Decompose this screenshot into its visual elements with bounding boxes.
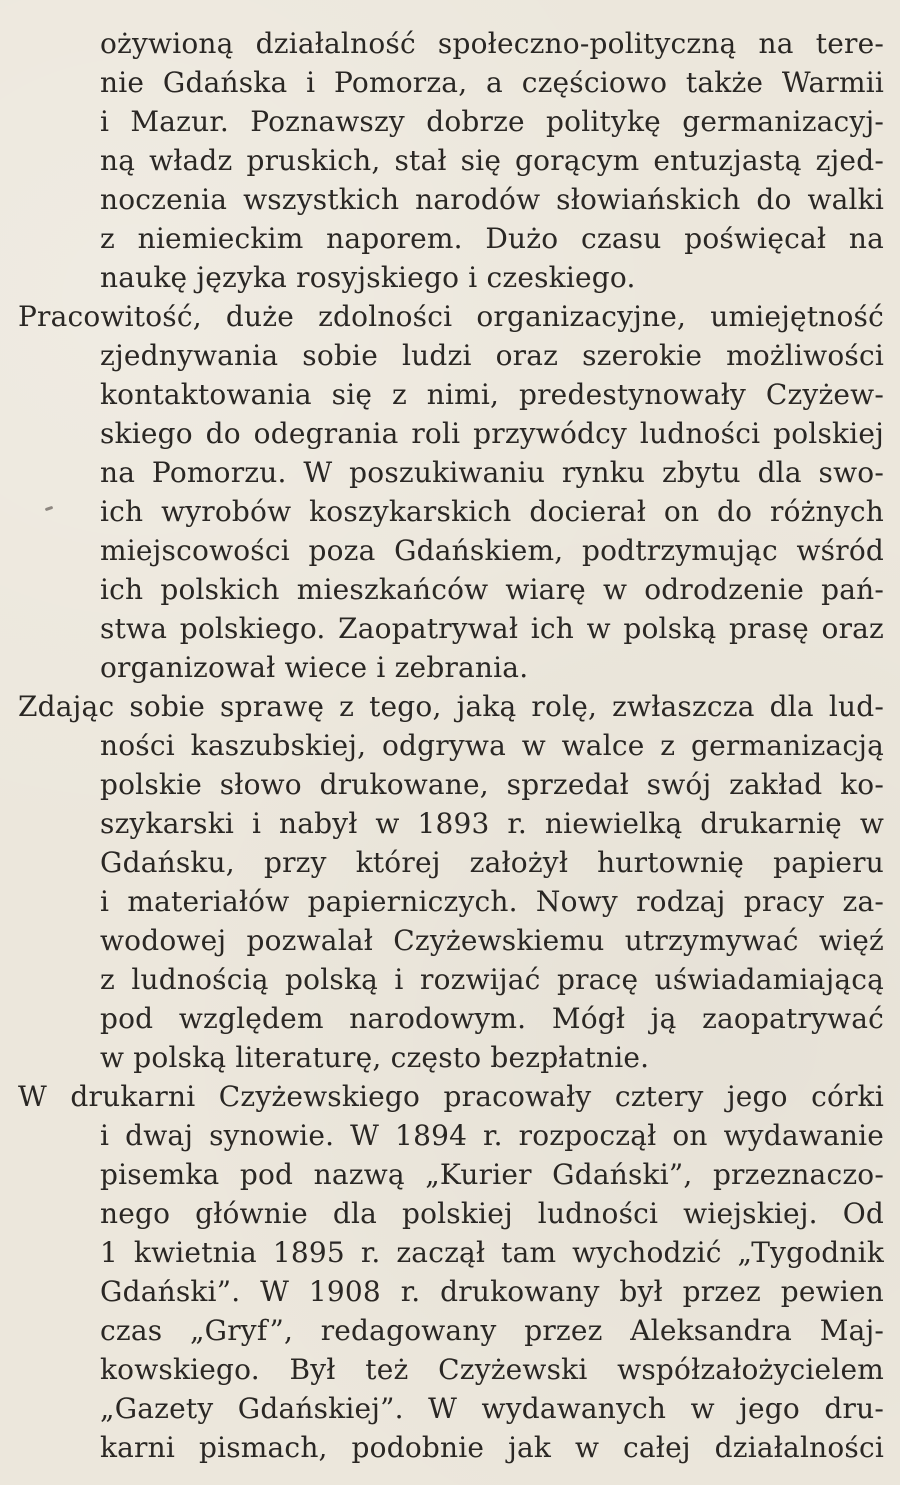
text-line: wodowej pozwalał Czyżewskiemu utrzymywać więź xyxy=(100,924,884,957)
text-line: 1 kwietnia 1895 r. zaczął tam wychodzić „Tygodnik xyxy=(100,1236,884,1269)
paragraph-start-line: Zdając sobie sprawę z tego, jaką rolę, zwłaszcza dla lud- xyxy=(18,690,884,723)
text-line: skiego do odegrania roli przywódcy ludności polskiej xyxy=(100,417,884,450)
text-line: ich polskich mieszkańców wiarę w odrodzenie pań- xyxy=(100,573,884,606)
text-line: ności kaszubskiej, odgrywa w walce z germanizacją xyxy=(100,729,884,762)
text-line: Gdański”. W 1908 r. drukowany był przez pewien xyxy=(100,1275,884,1308)
text-line: z niemieckim naporem. Dużo czasu poświęcał na xyxy=(100,222,884,255)
text-line: i Mazur. Poznawszy dobrze politykę germanizacyj- xyxy=(100,105,884,138)
paragraph-start-line: Pracowitość, duże zdolności organizacyjne, umiejętność xyxy=(18,300,884,333)
text-line: nego głównie dla polskiej ludności wiejskiej. Od xyxy=(100,1197,884,1230)
body-text xyxy=(18,24,884,1467)
text-line: stwa polskiego. Zaopatrywał ich w polską prasę oraz xyxy=(100,612,884,645)
paragraph-end-line: w polską literaturę, często bezpłatnie. xyxy=(100,1041,650,1074)
paragraph-start-line: W drukarni Czyżewskiego pracowały cztery jego córki xyxy=(18,1080,884,1113)
text-line: i materiałów papierniczych. Nowy rodzaj pracy za- xyxy=(100,885,884,918)
text-line: noczenia wszystkich narodów słowiańskich do walki xyxy=(100,183,884,216)
text-line: czas „Gryf”, redagowany przez Aleksandra Maj- xyxy=(100,1314,884,1347)
paragraph-end-line: organizował wiece i zebrania. xyxy=(100,651,529,684)
text-line: pod względem narodowym. Mógł ją zaopatrywać xyxy=(100,1002,884,1035)
text-line: szykarski i nabył w 1893 r. niewielką drukarnię w xyxy=(100,807,884,840)
text-line: na Pomorzu. W poszukiwaniu rynku zbytu dla swo- xyxy=(100,456,884,489)
text-line: nie Gdańska i Pomorza, a częściowo także Warmii xyxy=(100,66,884,99)
text-line: zjednywania sobie ludzi oraz szerokie możliwości xyxy=(100,339,884,372)
text-line: kontaktowania się z nimi, predestynowały Czyżew- xyxy=(100,378,884,411)
text-line: z ludnością polską i rozwijać pracę uświadamiającą xyxy=(100,963,884,996)
text-line: miejscowości poza Gdańskiem, podtrzymując wśród xyxy=(100,534,884,567)
text-line: pisemka pod nazwą „Kurier Gdański”, przeznaczo- xyxy=(100,1158,884,1191)
paragraph-end-line: naukę języka rosyjskiego i czeskiego. xyxy=(100,261,636,294)
text-line: polskie słowo drukowane, sprzedał swój zakład ko- xyxy=(100,768,884,801)
text-line: i dwaj synowie. W 1894 r. rozpoczął on wydawanie xyxy=(100,1119,884,1152)
text-line: karni pismach, podobnie jak w całej działalności xyxy=(100,1431,884,1464)
text-line: „Gazety Gdańskiej”. W wydawanych w jego dru- xyxy=(100,1392,884,1425)
text-line: kowskiego. Był też Czyżewski współzałożycielem xyxy=(100,1353,884,1386)
text-line: ożywioną działalność społeczno-polityczną na tere- xyxy=(100,27,884,60)
text-line: ich wyrobów koszykarskich docierał on do różnych xyxy=(100,495,884,528)
text-line: Gdańsku, przy której założył hurtownię papieru xyxy=(100,846,884,879)
text-line: ną władz pruskich, stał się gorącym entuzjastą zjed- xyxy=(100,144,884,177)
